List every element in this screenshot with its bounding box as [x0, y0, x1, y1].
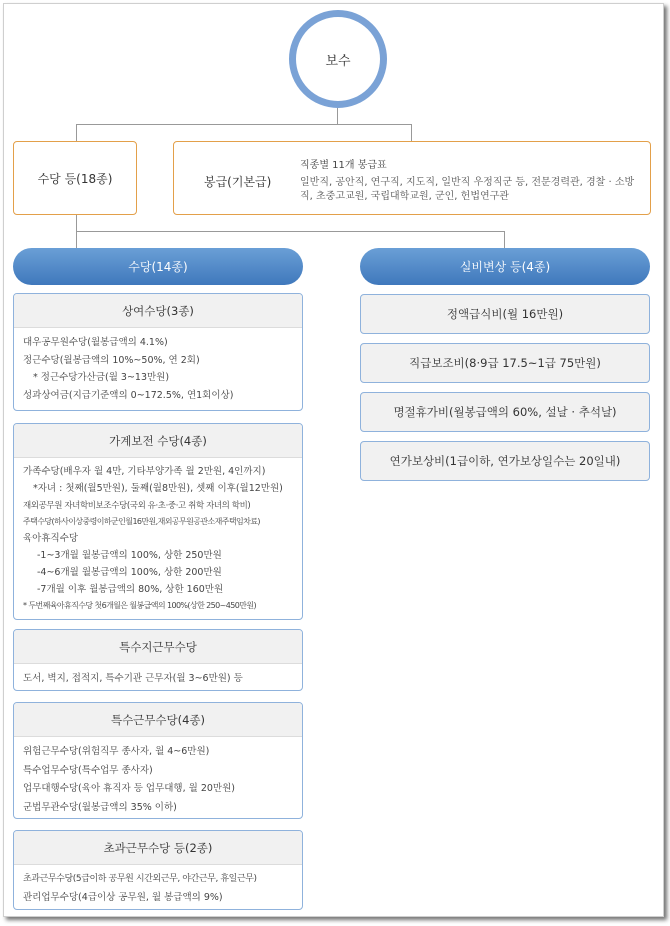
- card-line: 특수업무수당(특수업무 종사자): [23, 764, 153, 776]
- expense-item-holiday: [360, 392, 650, 432]
- card-line: 도서, 벽지, 접적지, 특수기관 근무자(월 3~6만원) 등: [23, 673, 243, 684]
- card-line: -4~6개월 월봉급액의 100%, 상한 200만원: [37, 566, 222, 578]
- card-overtime-allowance: [13, 830, 303, 910]
- expense-item-leave-compensation: [360, 441, 650, 481]
- base-pay-title: 봉급(기본급): [204, 175, 272, 189]
- card-line: 재외공무원 자녀학비보조수당(국외 유·초·중·고 취학 자녀의 학비): [23, 500, 251, 511]
- card-line: 군법무관수당(월봉급액의 35% 이하): [23, 801, 177, 813]
- connector-to-allowances: [76, 231, 77, 248]
- card-line: 대우공무원수당(월봉급액의 4.1%): [23, 337, 168, 348]
- expense-item-meal: [360, 294, 650, 334]
- card-remote-area-allowance: [13, 629, 303, 691]
- base-pay-description: 일반직, 공안직, 연구직, 지도직, 일반직 우정직군 등, 전문경력관, 경찰 · 소방직, 초중고교원, 국립대학교원, 군인, 헌법연구관: [300, 177, 635, 202]
- connector-to-allowance-group: [76, 124, 77, 141]
- card-line: *자녀 : 첫째(월5만원), 둘째(월8만원), 셋째 이후(월12만원): [33, 482, 283, 494]
- card-body: [14, 664, 302, 691]
- base-pay-subtitle: 직종별 11개 봉급표: [300, 160, 387, 171]
- card-bonus-allowance: [13, 293, 303, 411]
- card-body: [14, 865, 302, 910]
- card-special-duty-allowance: [13, 702, 303, 819]
- expense-item-label: 정액급식비(월 16만원): [446, 307, 564, 321]
- card-body: [14, 328, 302, 410]
- expenses-label: 실비변상 등(4종): [459, 260, 551, 274]
- allowance-group-label: 수당 등(18종): [37, 171, 113, 186]
- card-title: 특수근무수당(4종): [14, 703, 302, 737]
- card-household-allowance: [13, 423, 303, 620]
- connector-top-bar: [76, 124, 412, 125]
- connector-mid-bar: [76, 231, 504, 232]
- card-line: 성과상여금(지급기준액의 0~172.5%, 연1회이상): [23, 389, 234, 401]
- connector-to-base-pay: [411, 124, 412, 141]
- card-line: -1~3개월 월봉급액의 100%, 상한 250만원: [37, 549, 222, 561]
- expense-item-label: 명절휴가비(월봉급액의 60%, 설날 · 추석날): [393, 405, 617, 419]
- card-line: 위험근무수당(위험직무 종사자, 월 4~6만원): [23, 746, 210, 757]
- connector-group-down: [76, 215, 77, 231]
- base-pay-box: [173, 141, 651, 215]
- card-line: 초과근무수당(5급이하 공무원 시간외근무, 야간근무, 휴일근무): [23, 874, 257, 884]
- card-line: * 정근수당가산금(월 3~13만원): [33, 372, 170, 383]
- card-title: 초과근무수당 등(2종): [14, 831, 302, 865]
- card-line: 가족수당(배우자 월 4만, 기타부양가족 월 2만원, 4인까지): [23, 466, 266, 477]
- expenses-pill: [360, 248, 650, 285]
- allowances-pill: [13, 248, 303, 285]
- expense-item-position: [360, 343, 650, 383]
- card-line: 정근수당(월봉급액의 10%~50%, 연 2회): [23, 354, 200, 366]
- card-line: 관리업무수당(4급이상 공무원, 월 봉급액의 9%): [23, 891, 223, 903]
- root-label: 보수: [325, 53, 351, 69]
- card-body: [14, 737, 302, 819]
- card-title: 가계보전 수당(4종): [14, 424, 302, 458]
- root-node: [289, 10, 387, 108]
- card-line: 주택수당(하사이상중령이하군인월16만원,재외공무원공관소재주택임차료): [23, 517, 260, 527]
- card-title: 특수지근무수당: [14, 630, 302, 664]
- card-line: 육아휴직수당: [23, 533, 79, 545]
- connector-to-expenses: [504, 231, 505, 248]
- allowance-group-box: [13, 141, 137, 215]
- card-line: 업무대행수당(육아 휴직자 등 업무대행, 월 20만원): [23, 783, 235, 794]
- card-title: 상여수당(3종): [14, 294, 302, 328]
- allowances-label: 수당(14종): [128, 260, 188, 274]
- card-line: -7개월 이후 월봉급액의 80%, 상한 160만원: [37, 583, 224, 595]
- card-body: [14, 458, 302, 620]
- card-line: * 두번째육아휴직수당 첫6개월은 월봉급액의 100%(상한 250~450만원): [23, 601, 256, 611]
- connector-root-down: [337, 108, 338, 124]
- expense-item-label: 직급보조비(8·9급 17.5~1급 75만원): [409, 356, 601, 370]
- expense-item-label: 연가보상비(1급이하, 연가보상일수는 20일내): [389, 454, 621, 468]
